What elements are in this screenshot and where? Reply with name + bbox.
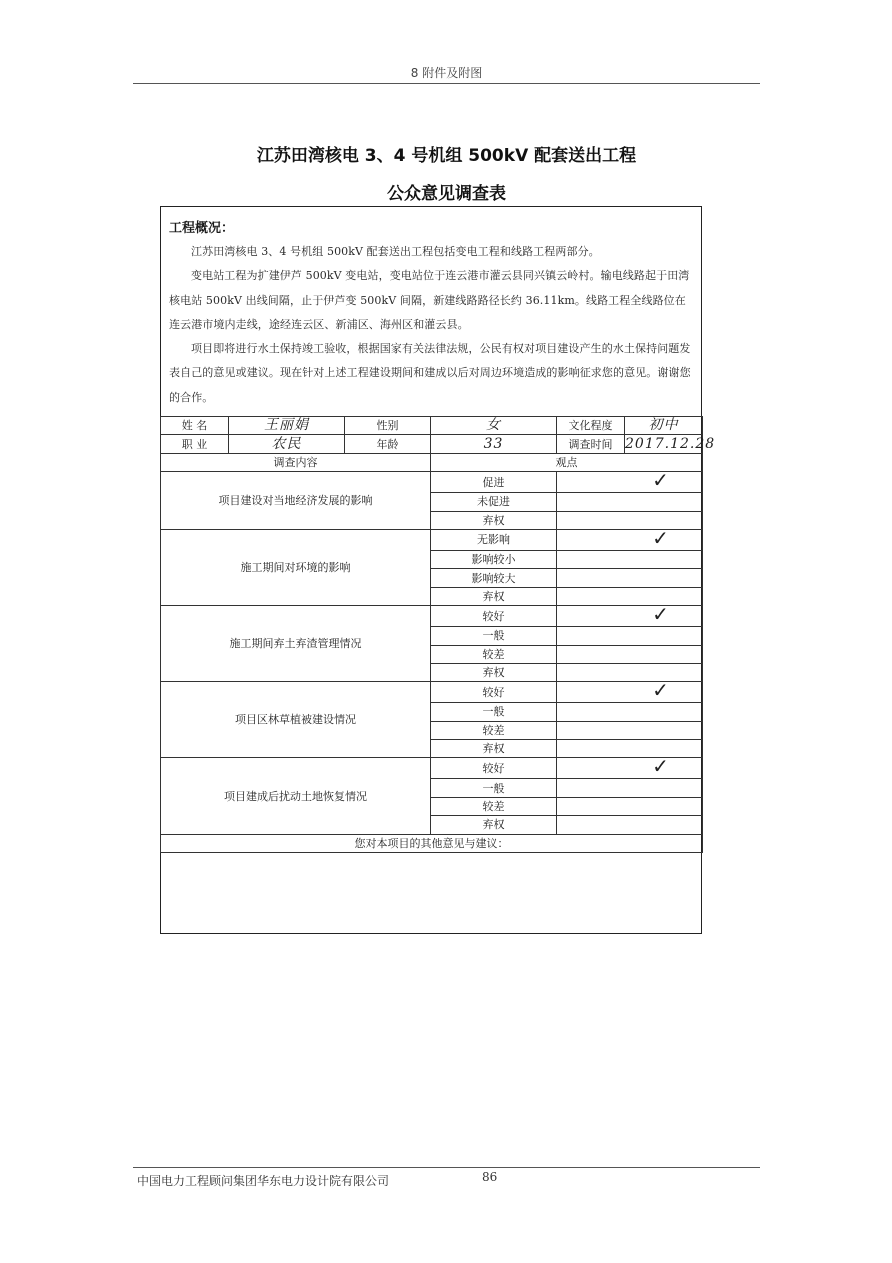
survey-option-label: 弃权 (431, 740, 557, 758)
survey-option-label: 未促进 (431, 493, 557, 511)
survey-option-label: 较差 (431, 721, 557, 739)
survey-option-label: 促进 (431, 472, 557, 493)
check-mark-icon: ✓ (652, 678, 669, 703)
survey-option-check[interactable] (557, 816, 703, 834)
survey-question: 施工期间弃土弃渣管理情况 (161, 606, 431, 682)
date-label: 调查时间 (557, 435, 625, 453)
respondent-row (161, 417, 703, 435)
gender-value[interactable]: 女 (431, 417, 557, 435)
survey-option-label: 一般 (431, 779, 557, 797)
survey-option-check[interactable] (557, 721, 703, 739)
running-header: 8 附件及附图 (410, 66, 483, 80)
survey-option-row (161, 529, 703, 550)
survey-option-label: 较好 (431, 606, 557, 627)
survey-option-check[interactable] (557, 678, 703, 703)
overview-text (169, 240, 695, 410)
survey-option-label: 弃权 (431, 816, 557, 834)
survey-option-check[interactable] (557, 779, 703, 797)
survey-question: 项目区林草植被建设情况 (161, 682, 431, 758)
survey-option-label: 弃权 (431, 663, 557, 681)
check-mark-icon: ✓ (652, 754, 669, 779)
survey-option-label: 弃权 (431, 511, 557, 529)
page-number: 86 (482, 1170, 498, 1184)
survey-table (160, 416, 716, 853)
overview-paragraph: 项目即将进行水土保持竣工验收，根据国家有关法律法规，公民有权对项目建设产生的水土保持问题发表自己的意见或建议。现在针对上述工程建设期间和建成以后对周边环境造成的影响征求您的意见。谢谢您的合作。 (169, 342, 691, 404)
survey-option-label: 较好 (431, 758, 557, 779)
age-value[interactable]: 33 (431, 435, 557, 453)
col-header-opinion: 观点 (431, 453, 703, 471)
survey-option-label: 一般 (431, 703, 557, 721)
footer-company: 中国电力工程顾问集团华东电力设计院有限公司 (137, 1174, 390, 1188)
survey-option-check[interactable] (557, 569, 703, 587)
survey-option-row (161, 682, 703, 703)
survey-option-label: 较好 (431, 682, 557, 703)
overview-heading: 工程概况： (169, 221, 235, 236)
job-value[interactable]: 农民 (229, 435, 345, 453)
document-title: 江苏田湾核电 3、4 号机组 500kV 配套送出工程 (256, 146, 637, 166)
footer-rule (133, 1167, 760, 1168)
survey-option-label: 影响较小 (431, 550, 557, 568)
survey-option-check[interactable] (557, 645, 703, 663)
comment-label: 您对本项目的其他意见与建议： (354, 836, 509, 850)
survey-option-check[interactable] (557, 550, 703, 568)
survey-question: 项目建成后扰动土地恢复情况 (161, 758, 431, 834)
survey-option-label: 无影响 (431, 529, 557, 550)
survey-question: 施工期间对环境的影响 (161, 529, 431, 605)
survey-header-row (161, 453, 703, 471)
survey-option-label: 较差 (431, 645, 557, 663)
survey-option-label: 影响较大 (431, 569, 557, 587)
survey-option-check[interactable] (557, 511, 703, 529)
gender-label: 性别 (345, 417, 431, 435)
survey-option-check[interactable] (557, 797, 703, 815)
survey-option-label: 较差 (431, 797, 557, 815)
document-subtitle: 公众意见调查表 (387, 184, 506, 204)
age-label: 年龄 (345, 435, 431, 453)
survey-option-check[interactable] (557, 663, 703, 681)
education-label: 文化程度 (557, 417, 625, 435)
header-rule (133, 83, 760, 84)
education-value[interactable]: 初中 (625, 417, 703, 435)
job-label: 职 业 (161, 435, 229, 453)
comment-row (161, 834, 703, 852)
survey-option-row (161, 472, 703, 493)
check-mark-icon: ✓ (652, 468, 669, 493)
survey-questions (161, 468, 703, 834)
survey-option-check[interactable] (557, 493, 703, 511)
survey-form (160, 206, 716, 934)
comment-field[interactable] (161, 834, 703, 852)
survey-question: 项目建设对当地经济发展的影响 (161, 472, 431, 530)
survey-option-check[interactable] (557, 587, 703, 605)
survey-option-row (161, 758, 703, 779)
check-mark-icon: ✓ (652, 602, 669, 627)
survey-option-check[interactable] (557, 754, 703, 779)
survey-option-check[interactable] (557, 627, 703, 645)
survey-option-check[interactable] (557, 525, 703, 550)
survey-option-row (161, 606, 703, 627)
overview-paragraph: 变电站工程为扩建伊芦 500kV 变电站，变电站位于连云港市灌云县同兴镇云岭村。输电线路起于田湾核电站 500kV 出线间隔，止于伊芦变 500kV 间隔，新建线路路径长约 36.11km。线路工程全线路位在连云港市境内走线，途经连云区、新浦区、海州区和灌云县。 (169, 269, 690, 331)
survey-option-check[interactable] (557, 703, 703, 721)
survey-option-check[interactable] (557, 602, 703, 627)
date-value[interactable]: 2017.12.28 (625, 435, 716, 452)
survey-option-check[interactable] (557, 468, 703, 493)
name-label: 姓 名 (161, 417, 229, 435)
check-mark-icon: ✓ (652, 525, 669, 550)
col-header-content: 调查内容 (161, 453, 431, 471)
survey-option-label: 弃权 (431, 587, 557, 605)
overview-paragraph: 江苏田湾核电 3、4 号机组 500kV 配套送出工程包括变电工程和线路工程两部分。 (191, 245, 600, 258)
survey-option-label: 一般 (431, 627, 557, 645)
name-value[interactable]: 王丽娟 (229, 417, 345, 435)
survey-option-check[interactable] (557, 740, 703, 758)
respondent-row (161, 435, 703, 453)
